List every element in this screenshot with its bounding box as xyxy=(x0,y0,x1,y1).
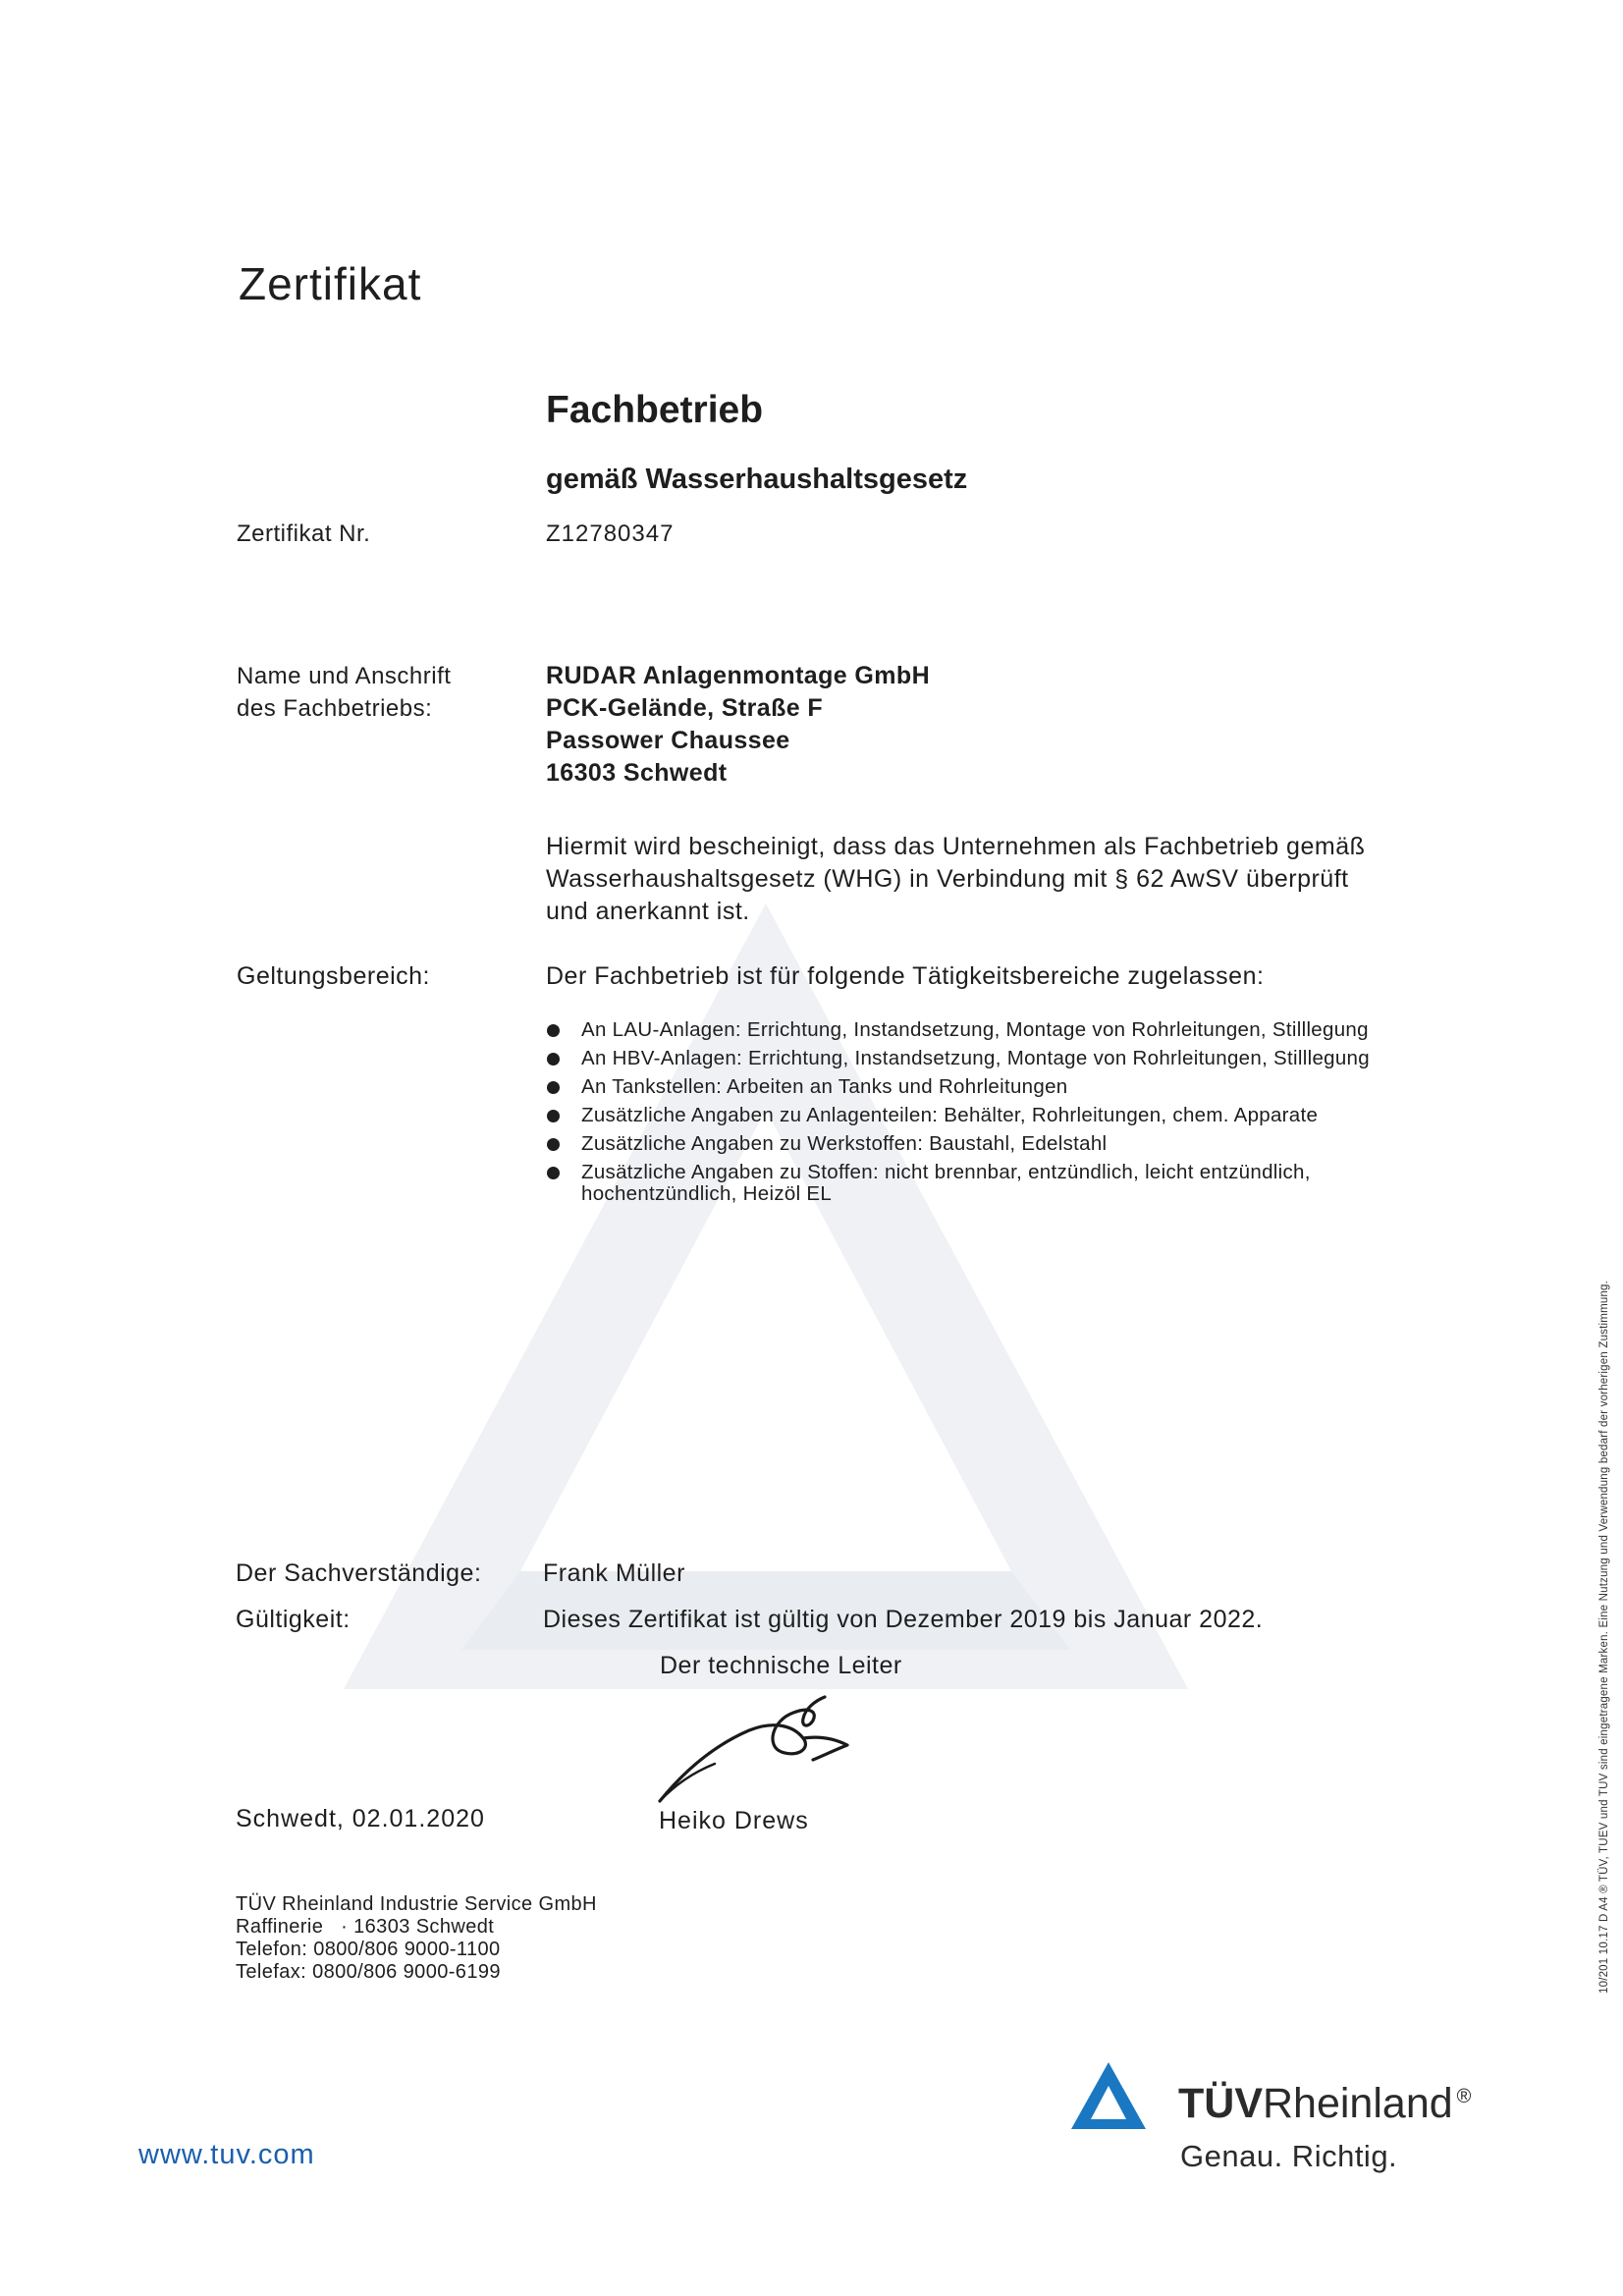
list-item: Zusätzliche Angaben zu Stoffen: nicht brennbar, entzündlich, leicht entzündlich, hochentzündlich, Heizöl EL xyxy=(546,1162,1465,1205)
scope-intro: Der Fachbetrieb ist für folgende Tätigkeitsbereiche zugelassen: xyxy=(546,962,1265,990)
certificate-heading: Fachbetrieb xyxy=(546,389,764,431)
certification-statement xyxy=(546,831,1498,928)
company-label-line2: des Fachbetriebs: xyxy=(237,695,433,722)
bullet-icon xyxy=(547,1053,560,1066)
side-legal-note: 10/201 10.17 D A4 ® TÜV, TUEV und TUV sind eingetragene Marken. Eine Nutzung und Verwendung bedarf der vorherigen Zustimmung. xyxy=(1598,1280,1610,1994)
scope-label: Geltungsbereich: xyxy=(237,962,431,990)
bullet-icon xyxy=(547,1081,560,1094)
statement-line2: Wasserhaushaltsgesetz (WHG) in Verbindung mit § 62 AwSV überprüft xyxy=(546,865,1349,893)
tuv-logo-wordmark xyxy=(1178,2080,1471,2128)
list-item: An LAU-Anlagen: Errichtung, Instandsetzung, Montage von Rohrleitungen, Stilllegung xyxy=(546,1019,1508,1041)
company-label xyxy=(237,660,451,725)
cert-number: Z12780347 xyxy=(546,520,675,547)
company-name: RUDAR Anlagenmontage GmbH xyxy=(546,662,931,689)
logo-rheinland: Rheinland xyxy=(1263,2080,1453,2127)
company-label-line1: Name und Anschrift xyxy=(237,663,452,689)
issuer-name: TÜV Rheinland Industrie Service GmbH xyxy=(236,1893,597,1915)
cert-number-label: Zertifikat Nr. xyxy=(237,520,371,547)
list-item: An Tankstellen: Arbeiten an Tanks und Rohrleitungen xyxy=(546,1076,1508,1098)
scope-list xyxy=(546,1019,1508,1212)
validity-label: Gültigkeit: xyxy=(236,1606,351,1633)
place-date: Schwedt, 02.01.2020 xyxy=(236,1805,485,1832)
bullet-icon xyxy=(547,1024,560,1037)
logo-registered: ® xyxy=(1456,2085,1472,2107)
issuer-address: Raffinerie · 16303 Schwedt xyxy=(236,1916,495,1938)
issuer-phone: Telefon: 0800/806 9000-1100 xyxy=(236,1939,501,1960)
expert-label: Der Sachverständige: xyxy=(236,1559,482,1587)
logo-tuv: TÜV xyxy=(1178,2080,1263,2127)
statement-line1: Hiermit wird bescheinigt, dass das Unternehmen als Fachbetrieb gemäß xyxy=(546,833,1366,860)
company-line4: 16303 Schwedt xyxy=(546,759,728,787)
company-line3: Passower Chaussee xyxy=(546,727,790,754)
logo-slogan: Genau. Richtig. xyxy=(1180,2139,1398,2173)
tech-lead-label: Der technische Leiter xyxy=(660,1652,902,1679)
issuer-fax: Telefax: 0800/806 9000-6199 xyxy=(236,1961,501,1983)
signature xyxy=(656,1691,867,1809)
tuv-watermark-triangle xyxy=(324,864,1208,1719)
bullet-icon xyxy=(547,1167,560,1179)
list-item: Zusätzliche Angaben zu Werkstoffen: Baustahl, Edelstahl xyxy=(546,1133,1508,1155)
tuv-logo-triangle-icon xyxy=(1069,2060,1148,2131)
list-item: Zusätzliche Angaben zu Anlagenteilen: Behälter, Rohrleitungen, chem. Apparate xyxy=(546,1105,1508,1126)
expert-name: Frank Müller xyxy=(543,1559,685,1587)
validity-text: Dieses Zertifikat ist gültig von Dezember 2019 bis Januar 2022. xyxy=(543,1606,1264,1633)
website-link[interactable]: www.tuv.com xyxy=(138,2139,315,2170)
issuer-address-block xyxy=(236,1893,597,1984)
company-line2: PCK-Gelände, Straße F xyxy=(546,694,824,722)
company-address xyxy=(546,660,930,790)
statement-line3: und anerkannt ist. xyxy=(546,898,750,925)
list-item: An HBV-Anlagen: Errichtung, Instandsetzung, Montage von Rohrleitungen, Stilllegung xyxy=(546,1048,1508,1069)
bullet-icon xyxy=(547,1110,560,1122)
certificate-subheading: gemäß Wasserhaushaltsgesetz xyxy=(546,464,968,495)
bullet-icon xyxy=(547,1138,560,1151)
signatory-name: Heiko Drews xyxy=(659,1807,809,1834)
document-title: Zertifikat xyxy=(239,258,422,309)
